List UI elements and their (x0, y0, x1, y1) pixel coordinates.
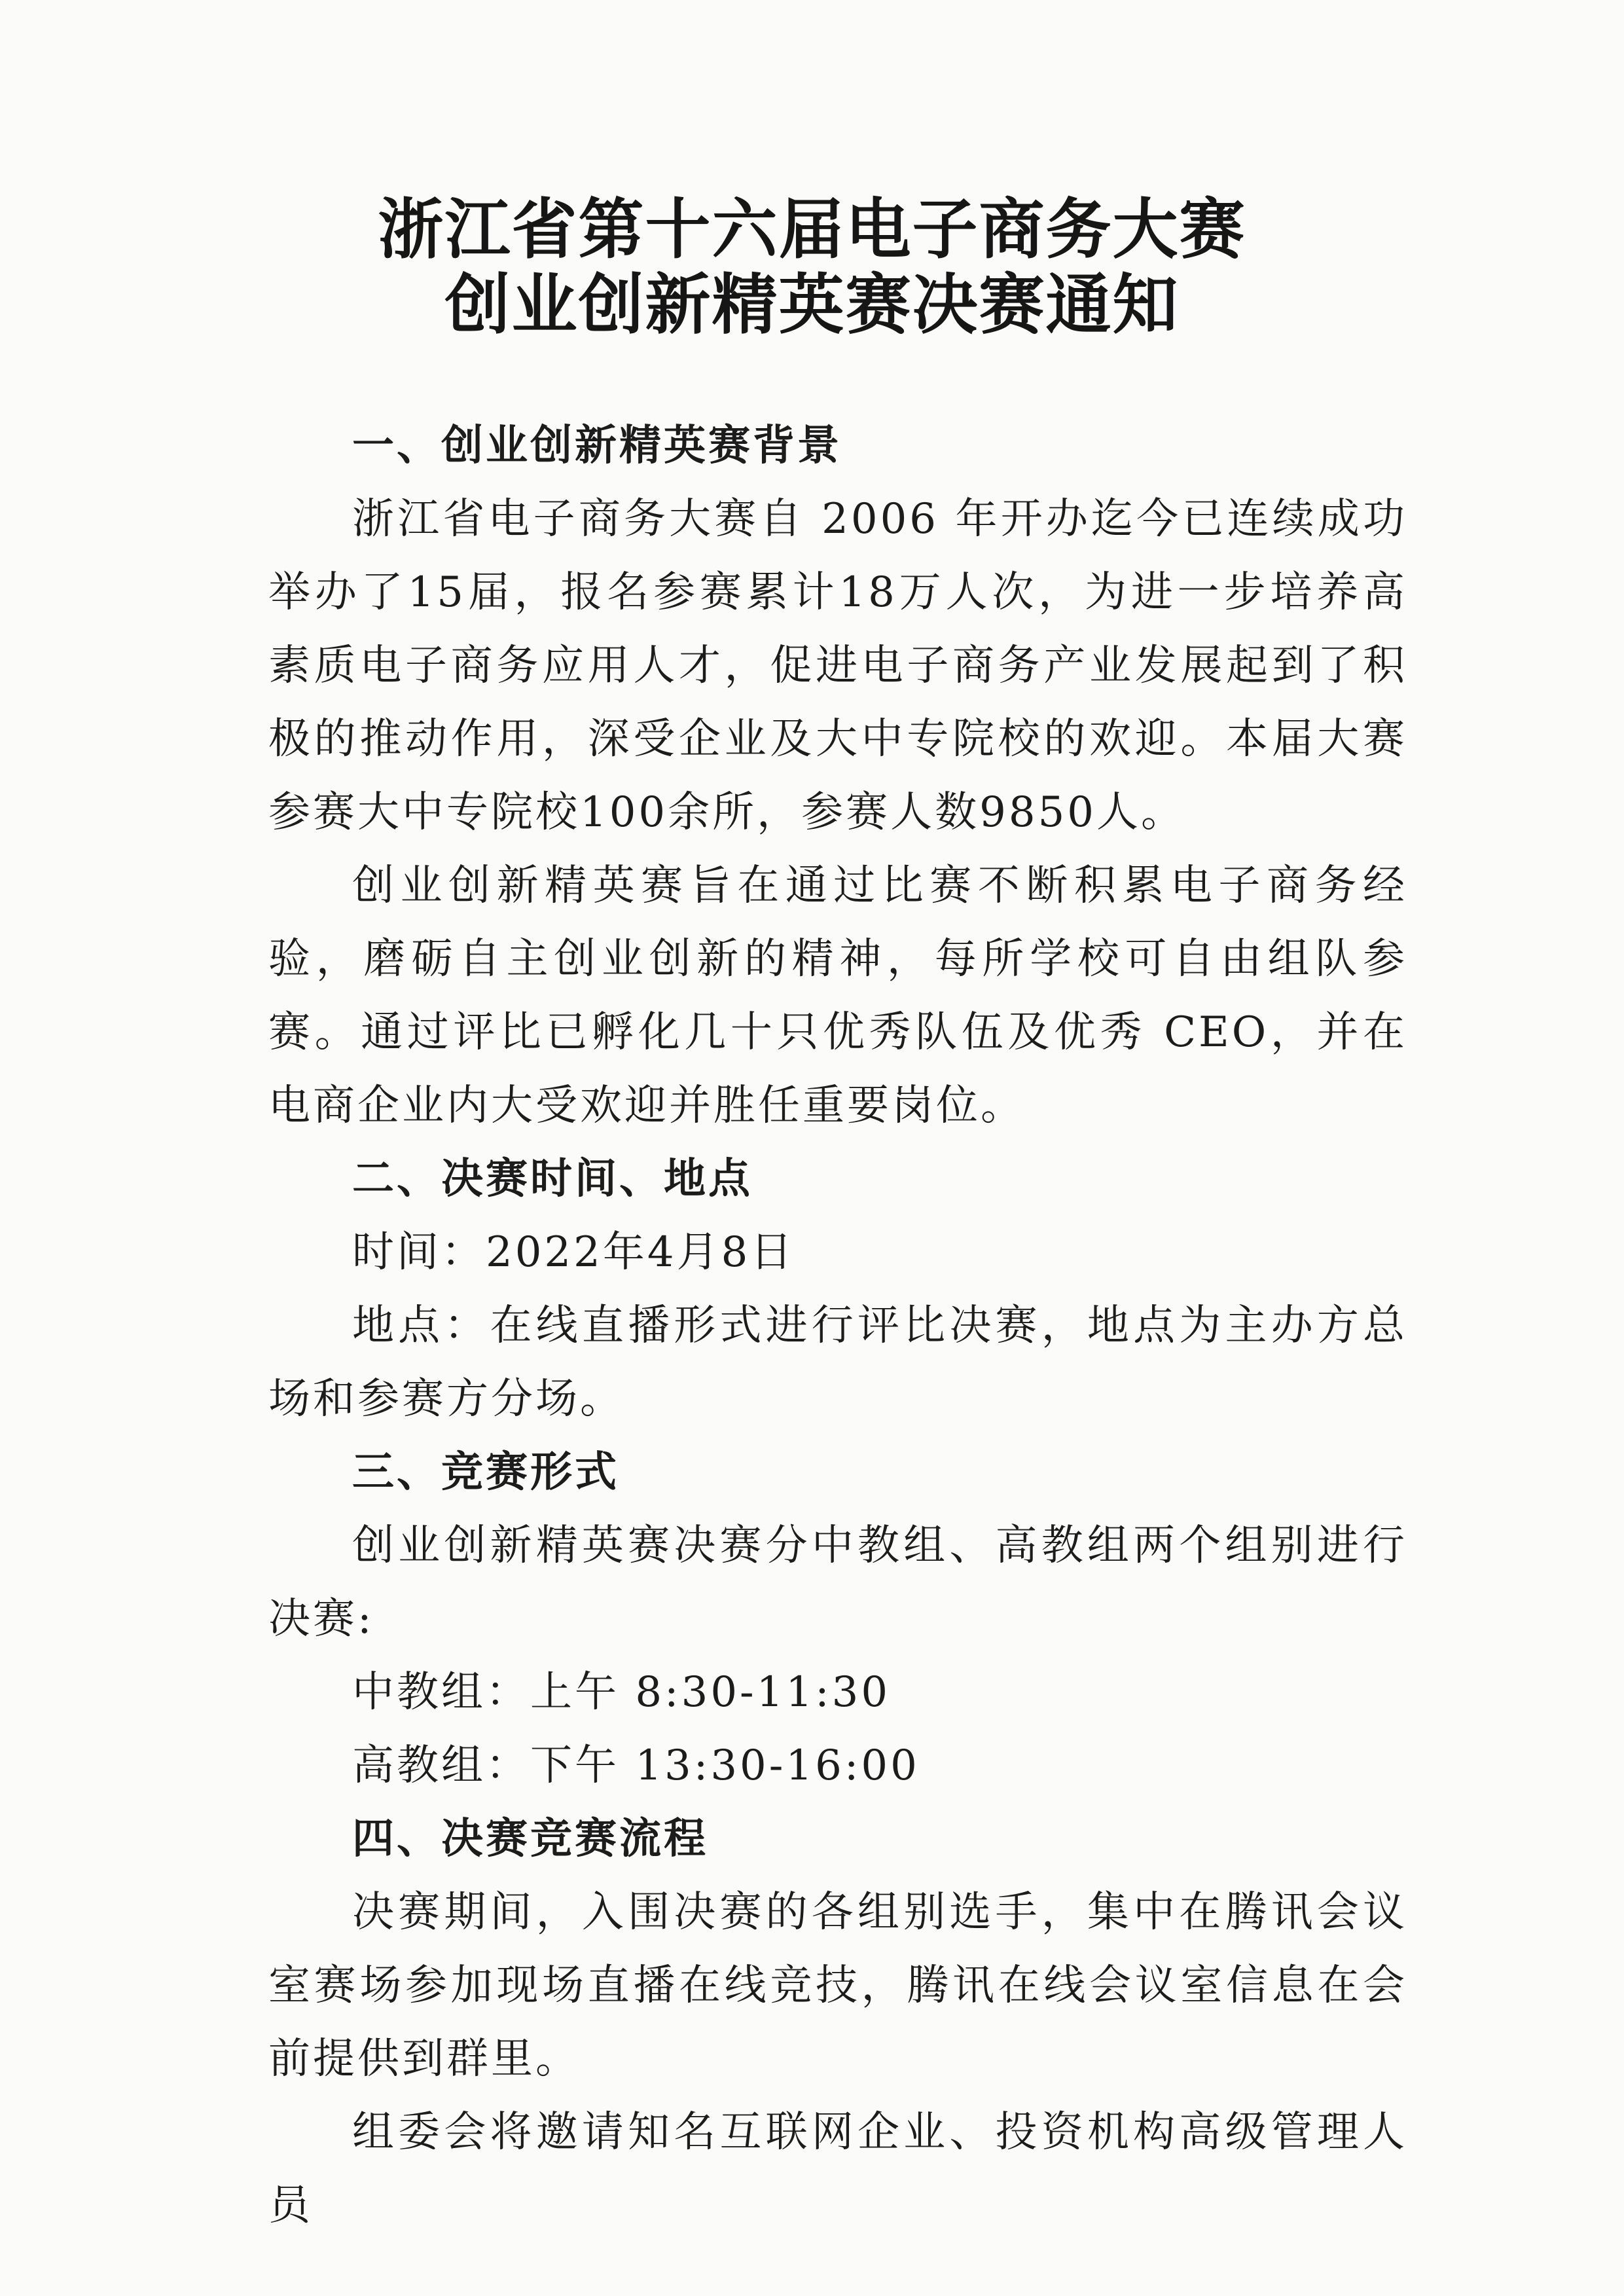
document-title-line2: 创业创新精英赛决赛通知 (444, 266, 1180, 343)
schedule-higher-education: 高教组：下午 13:30-16:00 (352, 1741, 920, 1790)
schedule-middle-school: 中教组：上午 8:30-11:30 (352, 1668, 891, 1717)
paragraph-process-1: 决赛期间，入围决赛的各组别选手，集中在腾讯会议室赛场参加现场直播在线竞技，腾讯在线会议室信息在会前提供到群里。 (268, 1888, 1407, 2083)
document-body (268, 409, 1407, 2242)
document-title-line1: 浙江省第十六届电子商务大赛 (378, 191, 1246, 268)
paragraph-process-2: 组委会将邀请知名互联网企业、投资机构高级管理人员 (268, 2108, 1407, 2230)
paragraph-background-2: 创业创新精英赛旨在通过比赛不断积累电子商务经验，磨砺自主创业创新的精神，每所学校可自由组队参赛。通过评比已孵化几十只优秀队伍及优秀 CEO，并在电商企业内大受欢迎并胜任重要岗位。 (268, 862, 1407, 1130)
section-heading-process: 四、决赛竞赛流程 (352, 1814, 708, 1863)
section-heading-background: 一、创业创新精英赛背景 (352, 421, 842, 470)
section-heading-format: 三、竞赛形式 (352, 1448, 619, 1497)
final-time: 时间：2022年4月8日 (352, 1228, 795, 1277)
paragraph-background-1: 浙江省电子商务大赛自 2006 年开办迄今已连续成功举办了15届，报名参赛累计18万人次，为进一步培养高素质电子商务应用人才，促进电子商务产业发展起到了积极的推动作用，深受企业及大中专院校的欢迎。本届大赛参赛大中专院校100余所，参赛人数9850人。 (268, 495, 1407, 837)
final-place: 地点：在线直播形式进行评比决赛，地点为主办方总场和参赛方分场。 (268, 1302, 1407, 1423)
section-heading-time-place: 二、决赛时间、地点 (352, 1154, 753, 1203)
paragraph-format: 创业创新精英赛决赛分中教组、高教组两个组别进行决赛: (268, 1522, 1407, 1643)
